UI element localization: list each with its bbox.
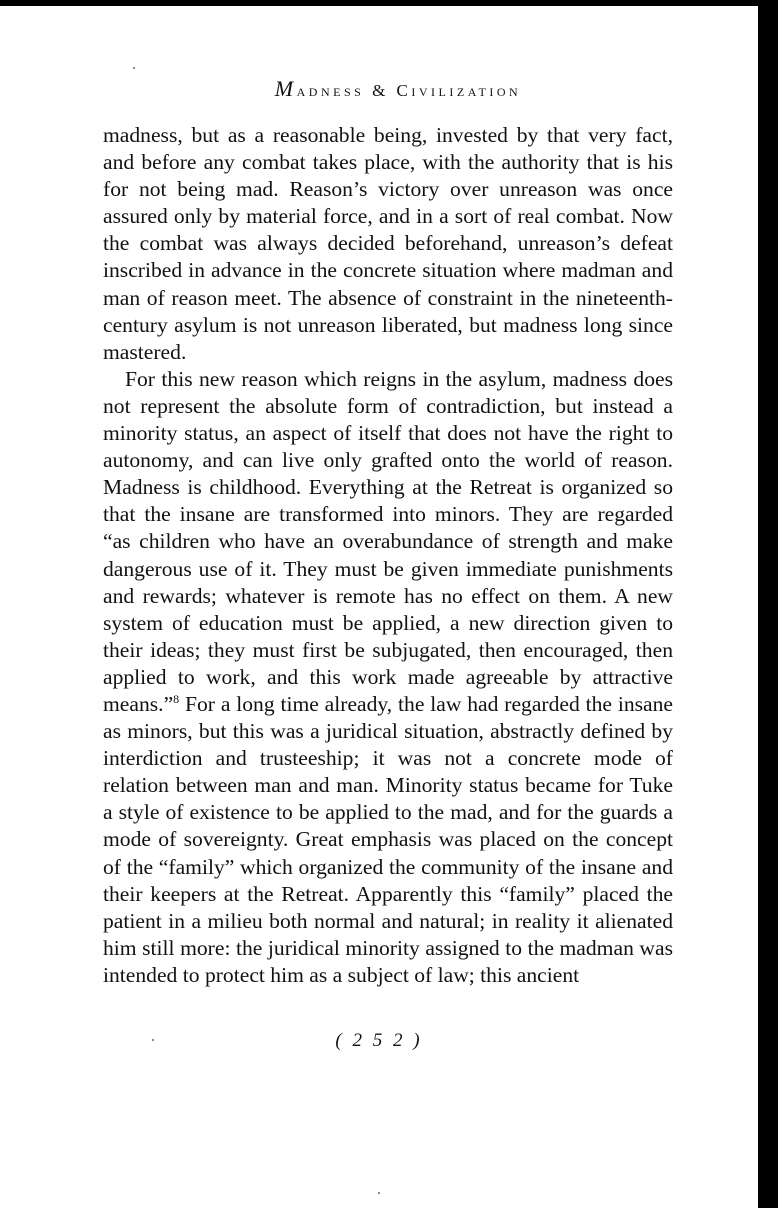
running-head-word: adness <box>296 81 365 100</box>
paragraph-text: For a long time already, the law had regarded the insane as minors, but this was a juridical situation, abstractly defined by interdiction and trusteeship; it was not a concrete mode of relation between man and man. Minority status became for Tuke a style of existence to be applied to the mad, and for the guards a mode of sovereignty. Great emphasis was placed on the concept of the “family” which organized the community of the insane and their keepers at the Retreat. Apparently this “family” placed the patient in a milieu both normal and natural; in reality it alienated him still more: the juridical minority assigned to the madman was intended to protect him as a subject of law; this ancient <box>103 691 673 987</box>
footnote-reference[interactable]: 8 <box>173 691 180 706</box>
running-head-initial: C <box>396 81 412 100</box>
running-head <box>123 78 673 100</box>
scan-speck <box>133 67 135 69</box>
running-head-initial: M <box>274 76 297 101</box>
paragraph <box>103 366 673 989</box>
scan-top-border <box>0 0 778 6</box>
body-text <box>103 122 673 989</box>
page-number: ( 2 5 2 ) <box>335 1030 423 1051</box>
scan-speck <box>378 1192 380 1194</box>
paragraph-text: For this new reason which reigns in the asylum, madness does not represent the absolute form of contradiction, but instead a minority status, an aspect of itself that does not have the right to autonomy, and can live only grafted onto the world of reason. Madness is childhood. Everything at the Retreat is organized so that the insane are transformed into minors. They are regarded “as children who have an overabundance of strength and make dangerous use of it. They must be given immediate punishments and rewards; whatever is remote has no effect on them. A new system of education must be applied, a new direction given to their ideas; they must first be subjugated, then encouraged, then applied to work, and this work made agreeable by attractive means.” <box>103 366 673 716</box>
book-page <box>103 78 673 989</box>
scan-right-border <box>758 0 778 1208</box>
paragraph: madness, but as a reasonable being, invested by that very fact, and before any combat takes place, with the authority that is his for not being mad. Reason’s victory over unreason was once assured only by material force, and in a sort of real combat. Now the combat was always decided beforehand, unreason’s defeat inscribed in advance in the concrete situation where madman and man of reason meet. The absence of constraint in the nineteenth-century asylum is not unreason liberated, but madness long since mastered. <box>103 123 673 364</box>
running-head-word: ivilization <box>411 81 522 100</box>
running-head-ampersand: & <box>372 81 389 100</box>
